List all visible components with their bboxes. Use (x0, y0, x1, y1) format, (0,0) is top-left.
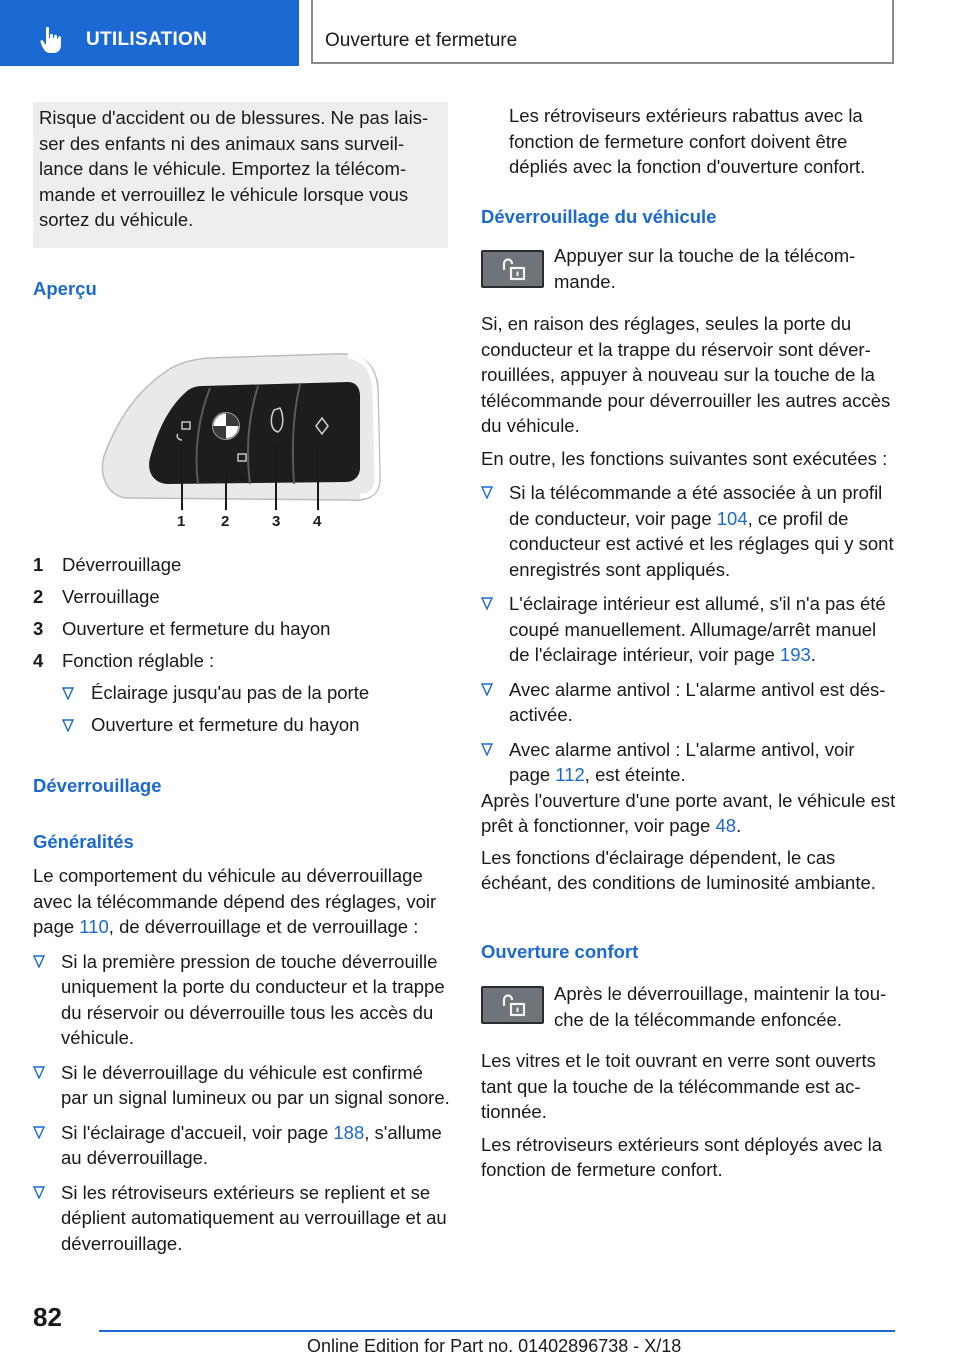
unlock-paragraph: Si, en raison des réglages, seules la porte du conducteur et la trappe du réservoir sont déverrouillées, appuyer à nouveau sur la touche de la télécommande pour déverrouiller les autres accès du véhicule. (481, 313, 891, 436)
unlock-padlock-icon (483, 988, 542, 1022)
bullet-item: Si le déverrouillage du véhicule est confirmé par un signal lumineux ou par un signal sonore. (33, 1060, 451, 1111)
legend-item: 4 Fonction réglable : (33, 650, 215, 671)
section-tab (0, 0, 299, 66)
section-tab-label: UTILISATION (86, 29, 208, 50)
deverrouillage-heading: Déverrouillage (33, 775, 162, 796)
unlock-button-icon (481, 250, 544, 288)
confort-body (481, 1048, 896, 1183)
hand-pointer-icon (40, 26, 66, 54)
page-link[interactable]: 193 (779, 644, 811, 665)
bullet-item: Si l'éclairage d'accueil, voir page 188, s'allume au déverrouillage. (33, 1120, 451, 1171)
bullet-item: Avec alarme antivol : L'alarme antivol est désactivée. (481, 677, 896, 728)
unlock-button-icon (481, 986, 544, 1024)
triangle-bullet-icon (33, 1186, 45, 1199)
unlock-vehicle-heading: Déverrouillage du véhicule (481, 206, 717, 227)
key-fob-illustration (98, 348, 383, 533)
page-link[interactable]: 48 (715, 815, 737, 836)
figure-number-3: 3 (272, 513, 281, 530)
page-link[interactable]: 110 (79, 916, 109, 937)
legend-subitem: Ouverture et fermeture du hayon (62, 709, 448, 741)
triangle-bullet-icon (481, 486, 493, 499)
generalites-section (33, 863, 451, 1256)
figure-number-4: 4 (313, 513, 322, 530)
triangle-bullet-icon (62, 687, 74, 700)
footer-divider (99, 1330, 895, 1332)
triangle-bullet-icon (481, 597, 493, 610)
unlock-instruction: Appuyer sur la touche de la télécommande. (554, 245, 856, 292)
bullet-item: Avec alarme antivol : L'alarme antivol, voir page 112, est éteinte. (481, 737, 896, 788)
generalites-heading: Généralités (33, 831, 134, 852)
bullet-item: Si les rétroviseurs extérieurs se replient et se déplient automatiquement au verrouillage et au déverrouillage. (33, 1180, 451, 1257)
bullet-item: Si la première pression de touche déverrouille uniquement la porte du conducteur et la trappe du réservoir ou déverrouille tous les accès du véhicule. (33, 949, 451, 1051)
figure-number-2: 2 (221, 513, 230, 530)
unlock-padlock-icon (483, 252, 542, 286)
page-link[interactable]: 188 (333, 1121, 365, 1143)
unlock-body (481, 311, 896, 896)
figure-number-1: 1 (177, 513, 186, 530)
confort-paragraph: Les vitres et le toit ouvrant en verre sont ouverts tant que la touche de la télécommande est actionnée. (481, 1050, 876, 1122)
warning-box (33, 102, 448, 248)
footer-edition: Online Edition for Part no. 01402896738 - X/18 (307, 1336, 682, 1356)
legend-item: 2 Verrouillage (33, 586, 160, 607)
confort-instruction: Après le déverrouillage, maintenir la touche de la télécommande enfoncée. (554, 983, 887, 1030)
triangle-bullet-icon (33, 1066, 45, 1079)
legend-item: 1 Déverrouillage (33, 554, 182, 575)
legend-subitem: Éclairage jusqu'au pas de la porte (62, 677, 448, 709)
legend-item: 3 Ouverture et fermeture du hayon (33, 618, 331, 639)
apercu-heading: Aperçu (33, 278, 97, 299)
bullet-item: Si la télécommande a été associée à un profil de conducteur, voir page 104, ce profil de conducteur est activé et les réglages qui y sont enregistrés sont appliqués. (481, 480, 896, 582)
unlock-paragraph: Les fonctions d'éclairage dépendent, le cas échéant, des conditions de luminosité ambiante. (481, 846, 876, 893)
bullet-item: L'éclairage intérieur est allumé, s'il n'a pas été coupé manuellement. Allumage/arrêt manuel de l'éclairage intérieur, voir page 193. (481, 591, 896, 668)
warning-text: Risque d'accident ou de blessures. Ne pas laisser des enfants ni des animaux sans surveillance dans le véhicule. Emportez la télécommande et verrouillez le véhicule lorsque vous sortez du véhicule. (39, 107, 429, 230)
generalites-paragraph: Le comportement du véhicule au déverrouillage avec la télécommande dépend des réglages, voir page 110, de déverrouillage et de verrouillage : (33, 865, 437, 937)
triangle-bullet-icon (481, 743, 493, 756)
page-link[interactable]: 104 (716, 507, 748, 529)
page-number: 82 (33, 1302, 62, 1332)
chapter-title: Ouverture et fermeture (325, 30, 518, 51)
page-link[interactable]: 112 (555, 764, 585, 785)
triangle-bullet-icon (33, 1126, 45, 1139)
unlock-paragraph: En outre, les fonctions suivantes sont exécutées : (481, 447, 888, 469)
confort-heading: Ouverture confort (481, 941, 639, 962)
unlock-paragraph: Après l'ouverture d'une porte avant, le véhicule est prêt à fonctionner, voir page 48. (481, 789, 896, 836)
confort-paragraph: Les rétroviseurs extérieurs sont déployés avec la fonction de fermeture confort. (481, 1133, 883, 1180)
figure-legend (33, 549, 448, 741)
triangle-bullet-icon (62, 719, 74, 732)
continuation-text: Les rétroviseurs extérieurs rabattus avec la fonction de fermeture confort doivent être dépliés avec la fonction d'ouverture confort. (509, 105, 866, 177)
triangle-bullet-icon (481, 683, 493, 696)
triangle-bullet-icon (33, 955, 45, 968)
